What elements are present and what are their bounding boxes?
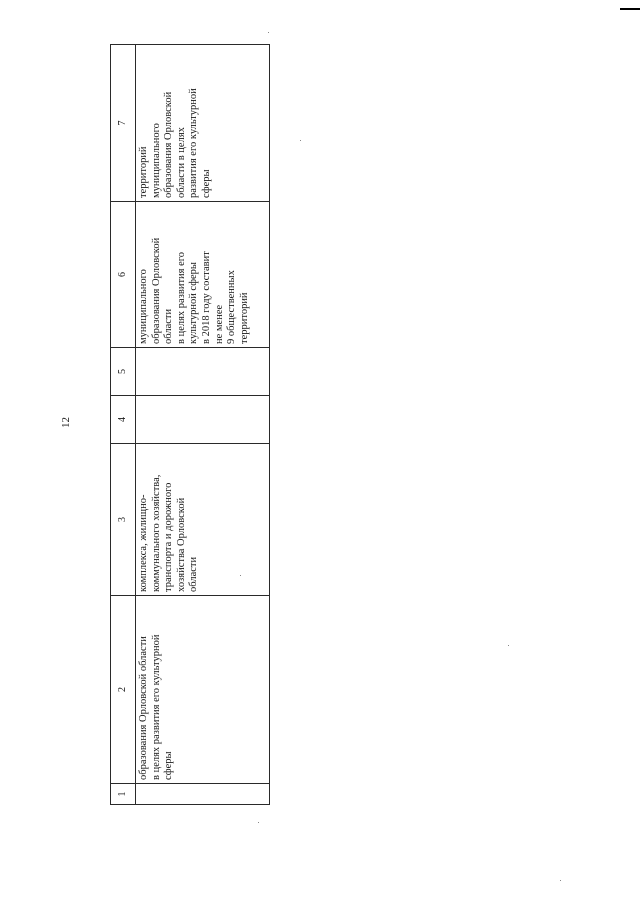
table-row — [136, 45, 270, 805]
header-col-5: 5 — [111, 348, 136, 396]
header-col-6: 6 — [111, 202, 136, 348]
header-col-7: 7 — [111, 45, 136, 202]
cell-col-3: комплекса, жилищно- коммунального хозяйства, транспорта и дорожного хозяйства Орловской области — [136, 444, 270, 596]
scan-speck — [258, 822, 259, 823]
cell-col-7: территорий муниципального образования Орловской области в целях развития его культурной сферы — [136, 45, 270, 202]
cell-col-2: образования Орловской области в целях развития его культурной сферы — [136, 596, 270, 784]
program-table — [110, 44, 270, 805]
cell-col-4 — [136, 396, 270, 444]
scan-speck — [560, 880, 561, 881]
scan-speck — [508, 645, 509, 646]
scan-speck — [300, 140, 301, 141]
rotated-table-container — [110, 45, 270, 805]
scan-speck — [268, 32, 269, 33]
header-col-3: 3 — [111, 444, 136, 596]
header-col-1: 1 — [111, 784, 136, 805]
page-number: 12 — [60, 417, 72, 428]
cell-col-6: муниципального образования Орловской области в целях развития его культурной сферы в 2018 году составит не менее 9 общественных территорий — [136, 202, 270, 348]
cell-col-5 — [136, 348, 270, 396]
header-row — [111, 45, 136, 805]
header-col-2: 2 — [111, 596, 136, 784]
header-col-4: 4 — [111, 396, 136, 444]
cell-col-1 — [136, 784, 270, 805]
scan-edge-mark — [620, 8, 640, 10]
